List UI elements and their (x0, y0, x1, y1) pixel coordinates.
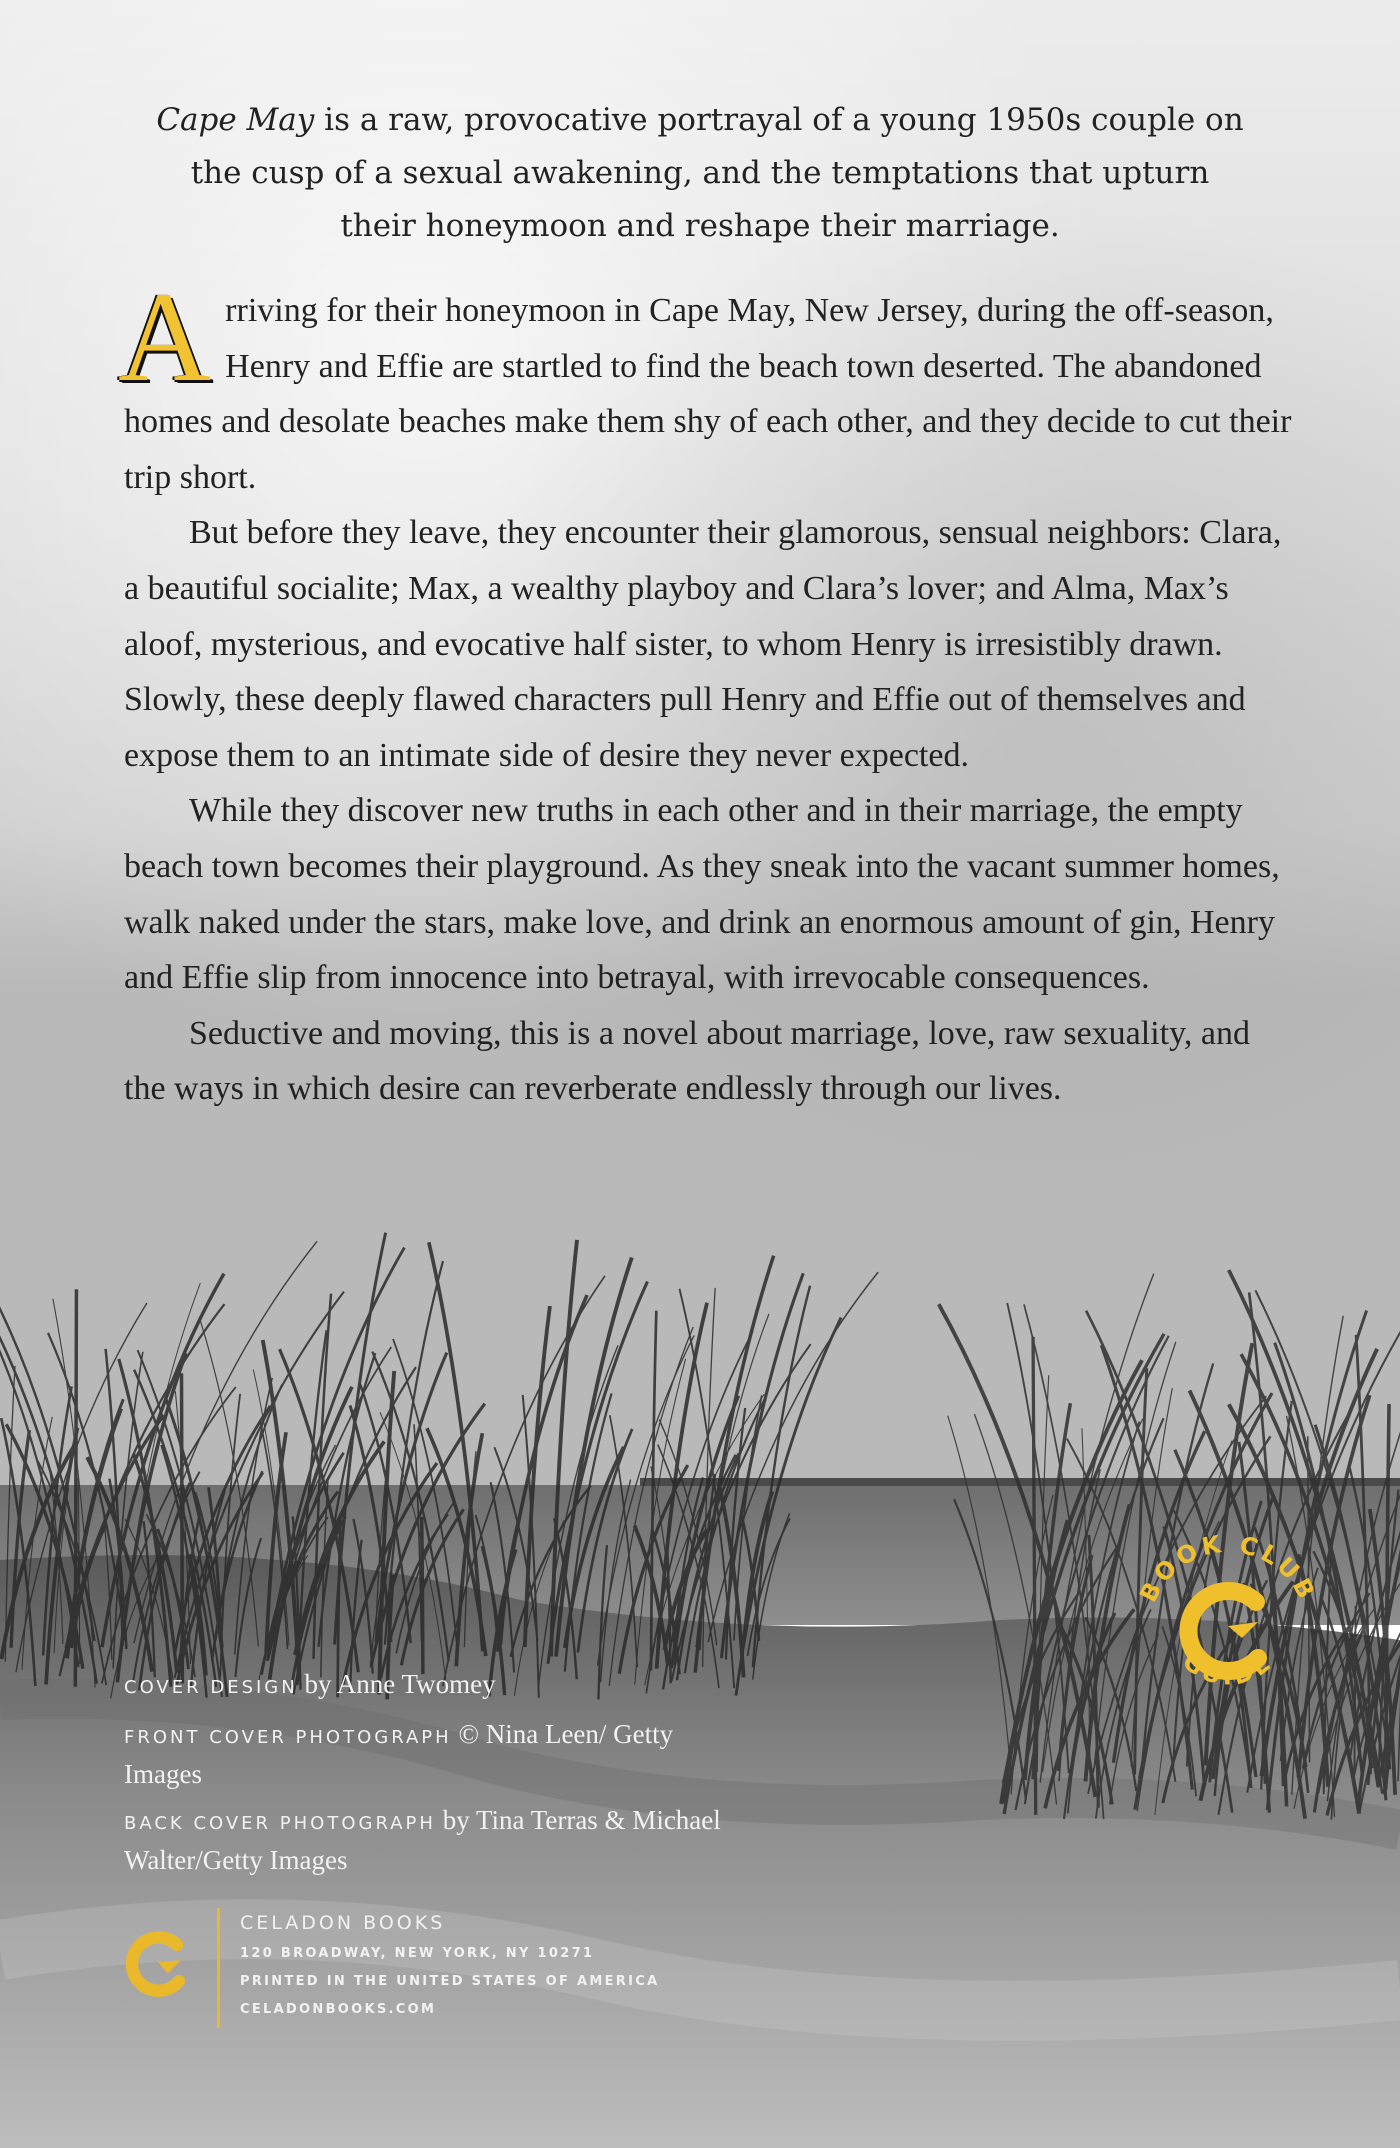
printed-in: PRINTED IN THE UNITED STATES OF AMERICA (240, 1974, 660, 1989)
drop-cap-letter: A (118, 265, 212, 408)
grass-blade (75, 1289, 76, 1686)
credit-role: FRONT COVER PHOTOGRAPH (124, 1727, 452, 1748)
celadon-logo-icon (122, 1926, 198, 2002)
publisher-address: 120 BROADWAY, NEW YORK, NY 10271 (240, 1946, 595, 1961)
credit-back-photo (124, 1802, 744, 1878)
credit-role: COVER DESIGN (124, 1677, 298, 1698)
grass-blade (422, 1517, 423, 1674)
intro-book-title: Cape May (156, 102, 315, 138)
publisher-info (240, 1912, 659, 2024)
paragraph-4: Seductive and moving, this is a novel about marriage, love, raw sexuality, and the ways in which desire can reverberate endlessly through our lives. (124, 1014, 1250, 1108)
badge-top-text: BOOK CLUB (1134, 1530, 1322, 1607)
paragraph-1-text: rriving for their honeymoon in Cape May, New Jersey, during the off-season, Henry and Effie are startled to find the beach town deserted. The abandoned homes and desolate beaches make them shy of each other, and they decide to cut their trip short. (124, 292, 1292, 496)
paragraph-2: But before they leave, they encounter their glamorous, sensual neighbors: Clara, a beautiful socialite; Max, a wealthy playboy and Clara’s lover; and Alma, Max’s aloof, mysterious, and evocative half sister, to whom Henry is irresistibly drawn. Slowly, these deeply flawed characters pull Henry and Effie out of themselves and expose them to an intimate side of desire they never expected. (124, 514, 1282, 774)
credit-name: by Anne Twomey (304, 1669, 496, 1699)
cover-credits (124, 1666, 744, 1888)
book-club-guide-badge (1128, 1530, 1328, 1730)
intro-blurb (150, 94, 1250, 253)
credit-cover-design (124, 1666, 744, 1706)
credit-name: © Nina Leen/ Getty Images (124, 1719, 674, 1789)
badge-bottom-text: GUIDE (1177, 1646, 1279, 1692)
book-description (118, 265, 1292, 1117)
intro-text: is a raw, provocative portrayal of a young 1950s couple on the cusp of a sexual awakening, and the temptations that upturn their honeymoon and reshape their marriage. (190, 102, 1244, 244)
publisher-divider (217, 1908, 220, 2028)
publisher-name: CELADON BOOKS (240, 1912, 446, 1934)
paragraph-1 (118, 265, 1292, 505)
paragraph-3: While they discover new truths in each other and in their marriage, the empty beach town becomes their playground. As they sneak into the vacant summer homes, walk naked under the stars, make love, and drink an enormous amount of gin, Henry and Effie slip from innocence into betrayal, with irrevocable consequences. (124, 792, 1280, 997)
celadon-c-icon (1188, 1591, 1258, 1671)
credit-role: BACK COVER PHOTOGRAPH (124, 1813, 436, 1834)
publisher-website[interactable]: CELADONBOOKS.COM (240, 2002, 437, 2017)
credit-front-photo (124, 1716, 744, 1792)
credit-name: by Tina Terras & Michael Walter/Getty Images (124, 1805, 721, 1875)
